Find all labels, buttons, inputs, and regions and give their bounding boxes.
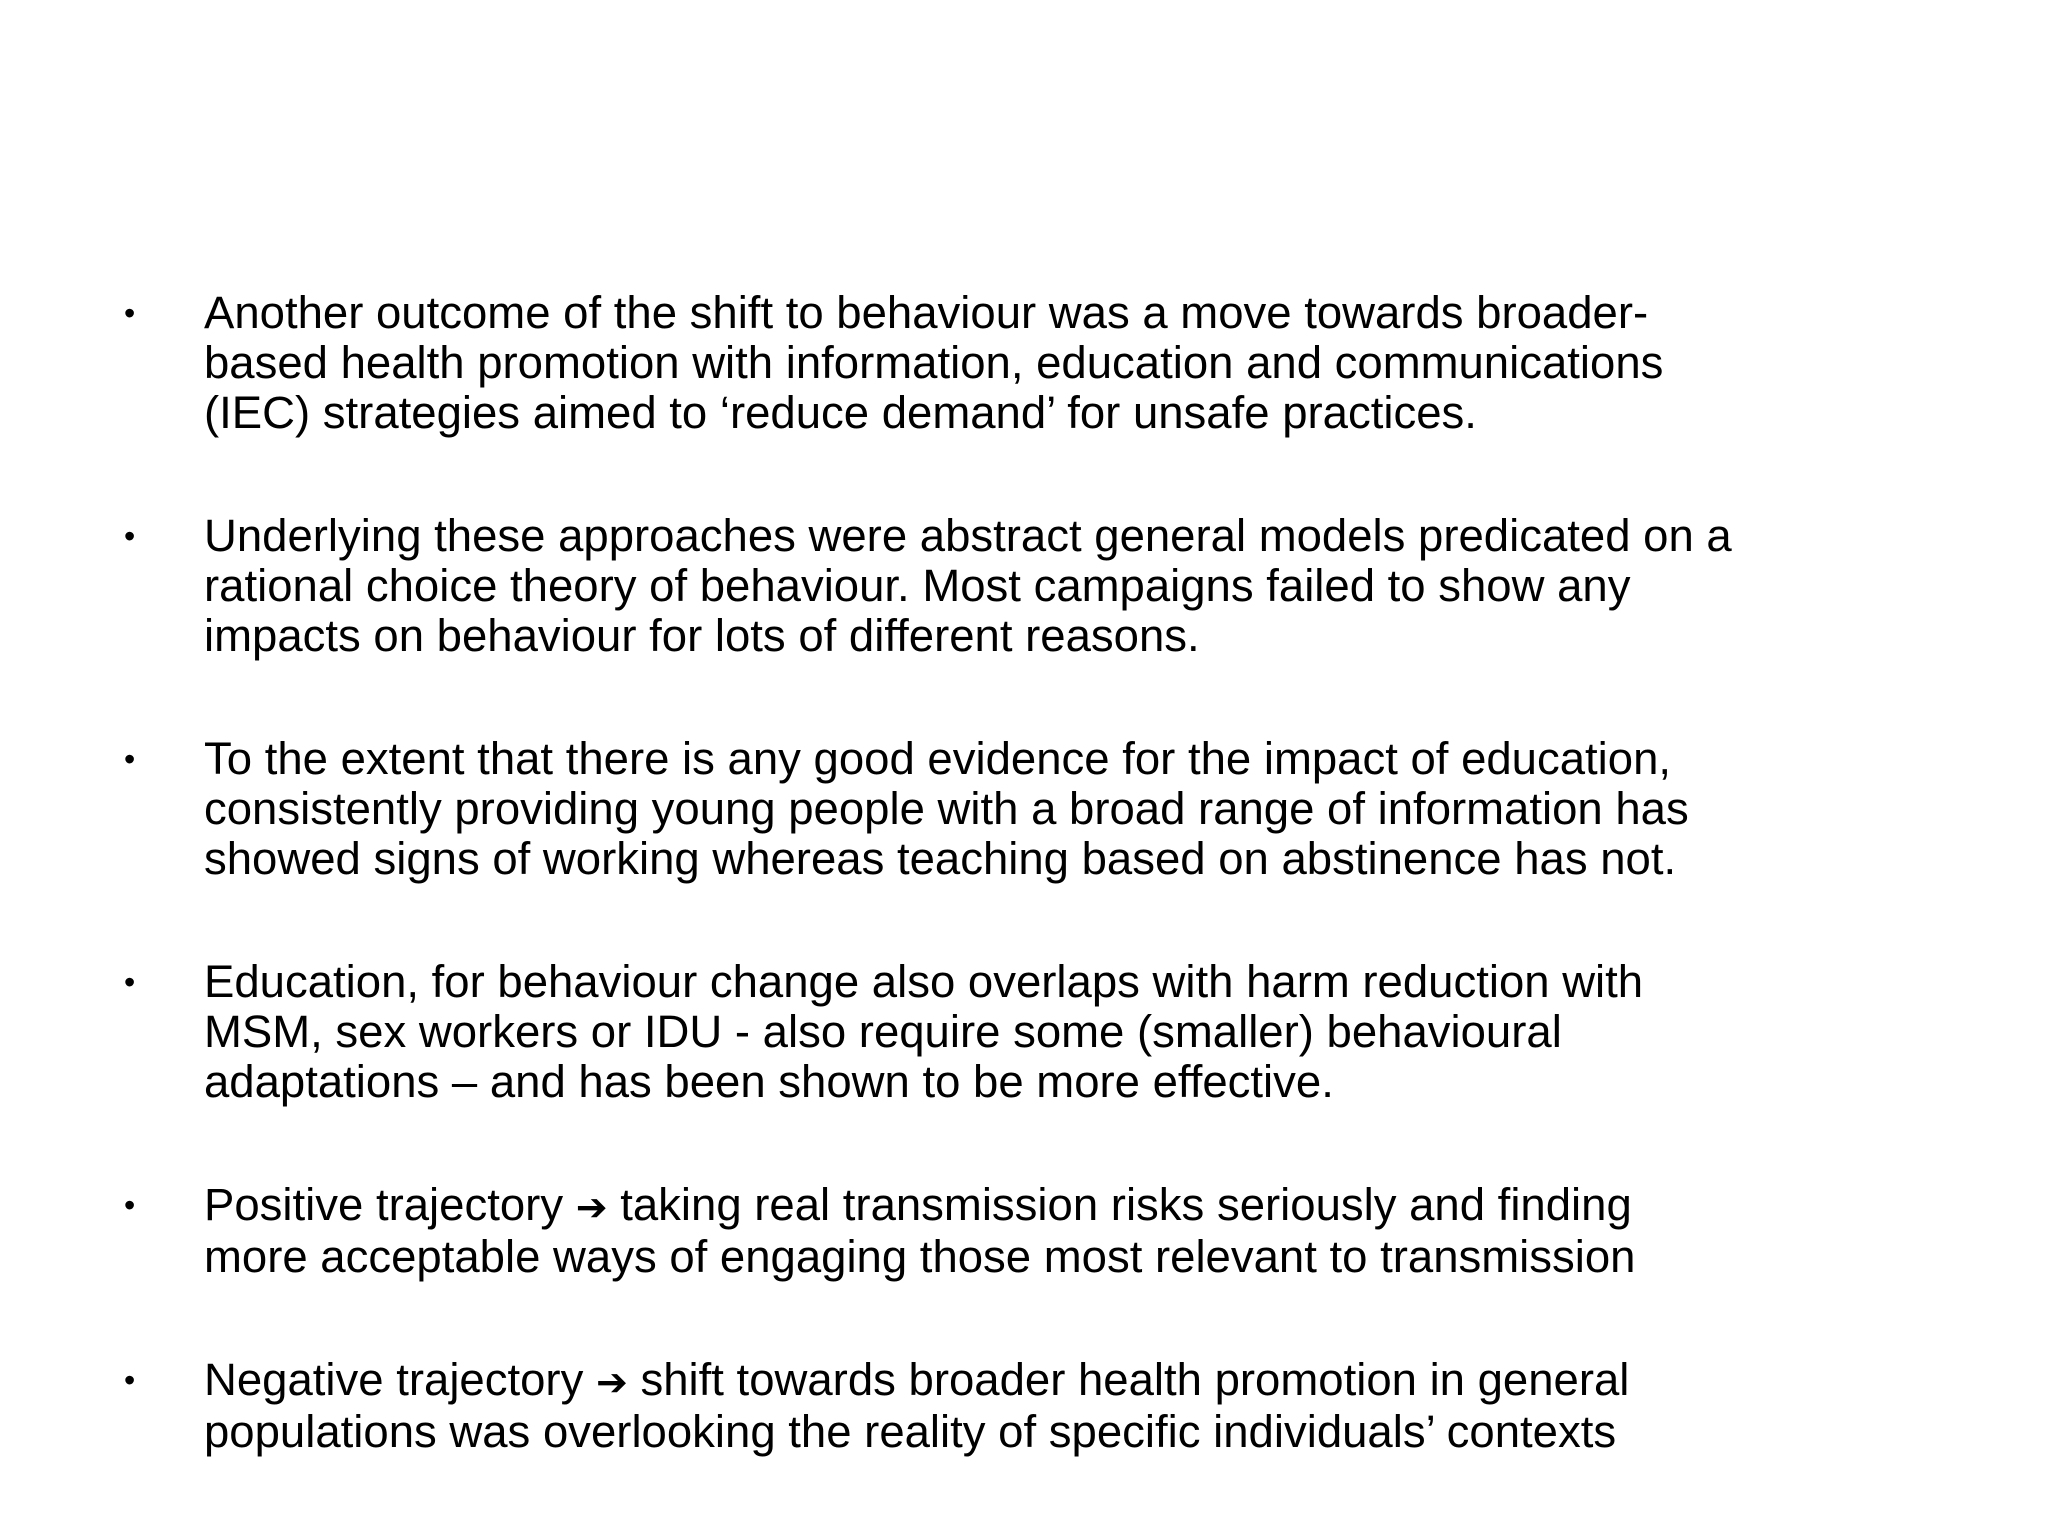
bullet-text-line: adaptations – and has been shown to be more effective. bbox=[204, 1056, 1334, 1107]
right-arrow-icon: ➔ bbox=[575, 1185, 608, 1229]
bullet-item-education-evidence bbox=[124, 734, 1964, 884]
bullet-list bbox=[124, 288, 1964, 1530]
bullet-item-iec bbox=[124, 288, 1964, 438]
bullet-text-line: Another outcome of the shift to behaviour was a move towards broader- bbox=[204, 287, 1649, 338]
bullet-text-line: Education, for behaviour change also overlaps with harm reduction with bbox=[204, 956, 1644, 1007]
bullet-glyph: • bbox=[124, 1362, 136, 1398]
bullet-text-line: MSM, sex workers or IDU - also require some (smaller) behavioural bbox=[204, 1006, 1562, 1057]
bullet-item-positive-trajectory bbox=[124, 1180, 1964, 1282]
bullet-text-line: (IEC) strategies aimed to ‘reduce demand’ for unsafe practices. bbox=[204, 387, 1477, 438]
bullet-glyph: • bbox=[124, 295, 136, 331]
bullet-item-negative-trajectory bbox=[124, 1355, 1964, 1457]
bullet-text-line bbox=[204, 1180, 1964, 1232]
bullet-text-line: Underlying these approaches were abstract general models predicated on a bbox=[204, 510, 1732, 561]
bullet-item-rational-choice bbox=[124, 511, 1964, 661]
bullet-text-line: showed signs of working whereas teaching based on abstinence has not. bbox=[204, 833, 1677, 884]
bullet-text-line: more acceptable ways of engaging those most relevant to transmission bbox=[204, 1231, 1636, 1282]
trajectory-text: taking real transmission risks seriously and finding bbox=[607, 1179, 1632, 1230]
bullet-text-line: consistently providing young people with a broad range of information has bbox=[204, 783, 1689, 834]
trajectory-text: shift towards broader health promotion in general bbox=[627, 1354, 1630, 1405]
bullet-item-harm-reduction bbox=[124, 957, 1964, 1107]
bullet-text-line: rational choice theory of behaviour. Most campaigns failed to show any bbox=[204, 560, 1631, 611]
bullet-glyph: • bbox=[124, 741, 136, 777]
bullet-text-line: based health promotion with information, education and communications bbox=[204, 337, 1664, 388]
bullet-text-line: To the extent that there is any good evidence for the impact of education, bbox=[204, 733, 1672, 784]
trajectory-label: Positive trajectory bbox=[204, 1179, 576, 1230]
bullet-glyph: • bbox=[124, 518, 136, 554]
right-arrow-icon: ➔ bbox=[595, 1360, 628, 1404]
bullet-glyph: • bbox=[124, 964, 136, 1000]
bullet-text-line: populations was overlooking the reality of specific individuals’ contexts bbox=[204, 1406, 1617, 1457]
bullet-text-line: impacts on behaviour for lots of different reasons. bbox=[204, 610, 1200, 661]
bullet-text-line bbox=[204, 1355, 1964, 1407]
trajectory-label: Negative trajectory bbox=[204, 1354, 596, 1405]
bullet-glyph: • bbox=[124, 1187, 136, 1223]
